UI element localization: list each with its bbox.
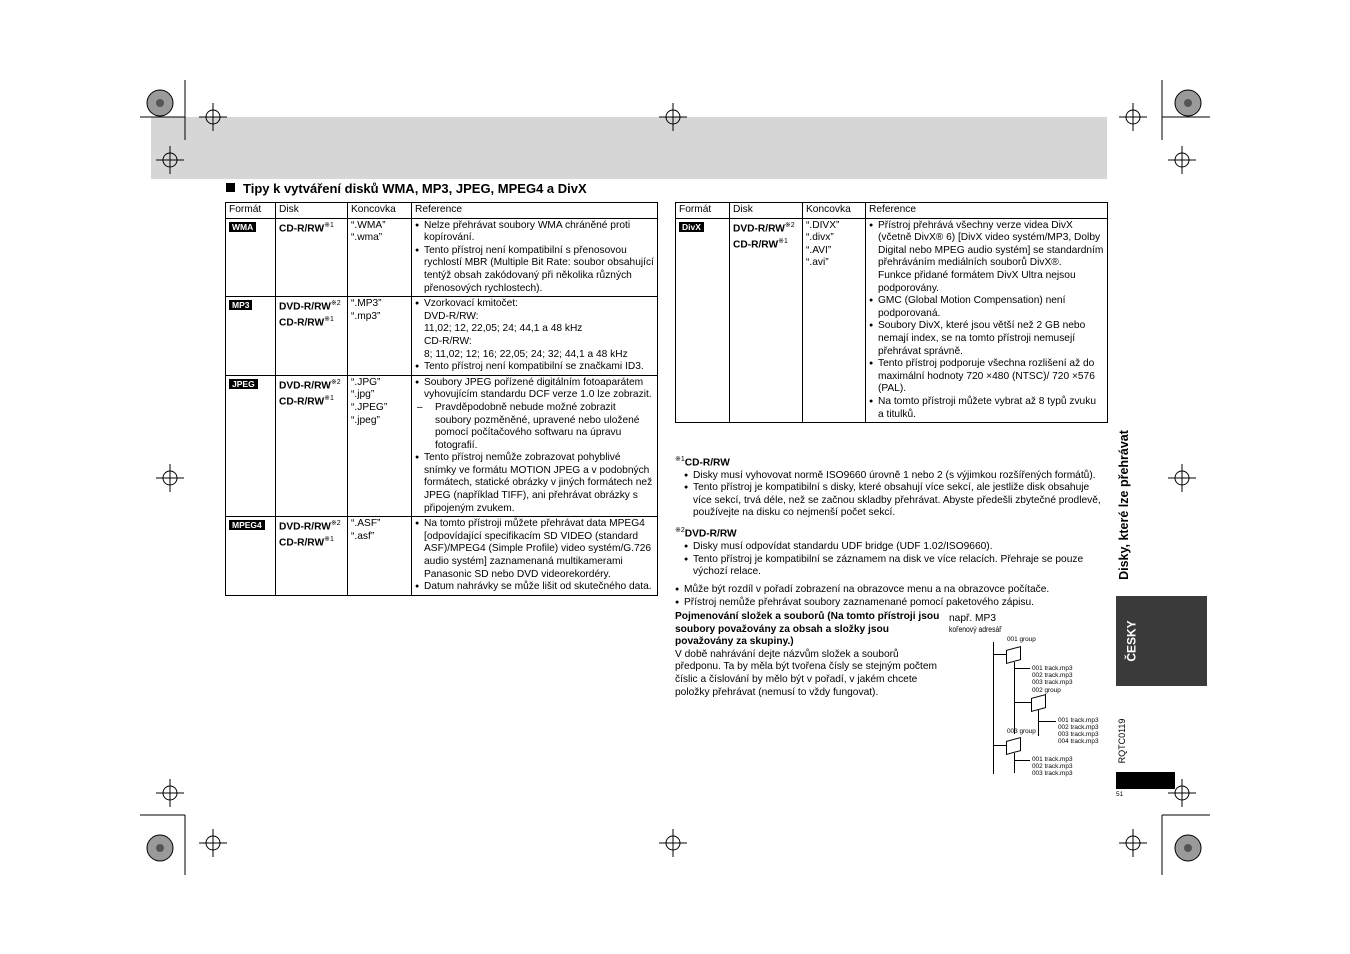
table-row-mpeg4 <box>226 517 658 596</box>
table-row-wma <box>226 218 658 297</box>
reference-item: ● Tento přístroj není kompatibilní se značkami ID3. <box>415 361 654 374</box>
footnote-item: ● Tento přístroj je kompatibilní s disky, které obsahují více sekcí, ale jestliže disk obsahuje více sekcí, trvá déle, než se začnou skladby přehrávat. Abyste předešli zbytečné prodlevě, používejte na disku co nejmenší počet sekcí. <box>684 482 1105 519</box>
extension: “.WMA” <box>351 219 386 231</box>
starburst-icon <box>147 835 173 861</box>
side-section-title <box>1112 415 1136 595</box>
tree-group: 003 group <box>1007 728 1036 735</box>
square-bullet-icon <box>226 183 235 192</box>
reference-item: ● Soubory JPEG pořízené digitálním fotoaparátem vyhovujícím standardu DCF verze 1.0 lze zobrazit. <box>415 377 654 402</box>
formats-table-right <box>675 202 1108 423</box>
footnote-title-text: DVD-R/RW <box>684 528 737 540</box>
document-code <box>1112 712 1132 770</box>
footnote-mark: ※1 <box>324 221 334 229</box>
footnote-mark: ※1 <box>675 456 685 463</box>
tree-file: 003 track.mp3 <box>1032 770 1073 777</box>
footnote-mark: ※1 <box>324 316 334 324</box>
reference-item: ● Vzorkovací kmitočet: <box>415 298 654 311</box>
footnote-item: ● Tento přístroj je kompatibilní se záznamem na disk ve více relacích. Přehraje se pouze výchozí relace. <box>684 554 1105 579</box>
naming-body: V době nahrávání dejte názvům složek a souborů předponu. Ta by měla být tvořena čísly se stejným počtem číslic a číslování by mělo být v pořadí, v jakém chcete položky přehrávat (nemusí to vždy fungovat). <box>675 648 937 698</box>
footnote-mark: ※1 <box>778 237 788 245</box>
disk-type: DVD-R/RW <box>279 380 331 392</box>
extension: “.divx” <box>806 232 834 244</box>
formats-table-left <box>225 202 658 596</box>
footnote-mark: ※2 <box>330 520 341 528</box>
reference-item: ● GMC (Global Motion Compensation) není podporovaná. <box>869 295 1104 320</box>
footnote-mark: ※2 <box>784 221 795 229</box>
format-badge-mpeg4: MPEG4 <box>229 520 265 530</box>
reference-item: ● Tento přístroj nemůže zobrazovat pohyblivé snímky ve formátu MOTION JPEG a v podobných formátech, statické obrázky v jiných formátech než JPEG (například TIFF), ani přehrávat obrázky s připojeným zvukem. <box>415 452 654 515</box>
extension: “.JPG” <box>351 376 381 388</box>
tree-file: 001 track.mp3 <box>1032 756 1073 763</box>
language-tab-text: ČESKY <box>1124 620 1139 662</box>
header-band <box>151 117 1107 179</box>
disk-type: DVD-R/RW <box>733 222 785 234</box>
tree-line <box>993 745 1006 746</box>
extension: “.JPEG” <box>351 401 388 413</box>
format-badge-divx: DivX <box>679 222 704 232</box>
disk-type: DVD-R/RW <box>279 301 331 313</box>
crosshair-icon <box>156 779 184 807</box>
reference-item: ● Soubory DivX, které jsou větší než 2 GB nebo nemají index, se na tomto přístroji nemusejí přehrávat správně. <box>869 320 1104 358</box>
example-title: např. MP3 <box>949 613 996 624</box>
disk-type: CD-R/RW <box>733 238 779 250</box>
extension: “.DIVX” <box>806 219 840 231</box>
extension: “.wma” <box>351 232 383 244</box>
tree-line <box>1038 710 1039 736</box>
disk-type: DVD-R/RW <box>279 521 331 533</box>
reference-item: ● Datum nahrávky se může lišit od skutečného data. <box>415 581 654 594</box>
footnote-2-title <box>675 525 1105 541</box>
table-row-jpeg <box>226 375 658 517</box>
footnote-mark: ※1 <box>324 394 334 402</box>
page-heading <box>226 181 587 196</box>
extension: “.mp3” <box>351 310 381 322</box>
general-note: ● Může být rozdíl v pořadí zobrazení na obrazovce menu a na obrazovce počítače. <box>675 584 1105 596</box>
tree-file: 001 track.mp3 <box>1058 717 1099 724</box>
extension: “.jpeg” <box>351 414 380 426</box>
reference-subitem: – Pravděpodobně nebude možné zobrazit soubory pozměněné, upravené nebo uložené pomocí počítačového softwaru na úpravu fotografií. <box>415 402 654 452</box>
crosshair-icon <box>199 829 227 857</box>
tree-group: 002 group <box>1032 687 1061 694</box>
table-row-divx <box>676 218 1108 423</box>
reference-line: 8; 11,02; 12; 16; 22,05; 24; 32; 44,1 a 48 kHz <box>424 348 628 360</box>
crosshair-icon <box>1119 103 1147 131</box>
header-ext: Koncovka <box>348 203 412 219</box>
tree-file: 001 track.mp3 <box>1032 665 1073 672</box>
language-tab <box>1116 596 1207 686</box>
footnote-1-title <box>675 454 1105 470</box>
tree-line <box>1038 721 1056 722</box>
folder-tree <box>990 632 1110 782</box>
reference-item: ● Nelze přehrávat soubory WMA chráněné proti kopírování. <box>415 220 654 245</box>
reference-line: DVD-R/RW: <box>424 310 479 322</box>
page-marker-bar <box>1116 772 1175 789</box>
reference-item: ● Tento přístroj není kompatibilní s přenosovou rychlostí MBR (Multiple Bit Rate: soubor obsahující tentýž obsah zakódovaný při několika různých přenosových rychlostech). <box>415 245 654 295</box>
reference-item: ● Na tomto přístroji můžete přehrávat data MPEG4 [odpovídající specifikacím SD VIDEO (standard ASF)/MPEG4 (Simple Profile) video systém/G.726 audio systém] zaznamenaná multikamerami Panasonic SD nebo DVD videorekordéry. <box>415 518 654 581</box>
starburst-icon <box>147 90 173 116</box>
footnotes <box>675 448 1105 609</box>
footnote-title-text: CD-R/RW <box>684 457 730 469</box>
crosshair-icon <box>1168 464 1196 492</box>
reference-line: CD-R/RW: <box>424 335 472 347</box>
tree-file: 003 track.mp3 <box>1058 731 1099 738</box>
header-ref: Reference <box>866 203 1108 219</box>
extension: “.MP3” <box>351 298 382 310</box>
tree-file: 002 track.mp3 <box>1032 763 1073 770</box>
starburst-icon <box>1175 835 1201 861</box>
header-disk: Disk <box>730 203 803 219</box>
tree-line <box>993 642 994 774</box>
side-title-text: Disky, které lze přehrávat <box>1117 430 1131 580</box>
table-header-row <box>226 203 658 219</box>
naming-section <box>675 611 940 699</box>
header-format: Formát <box>676 203 730 219</box>
header-ref: Reference <box>412 203 658 219</box>
tree-line <box>1014 662 1015 734</box>
tree-line <box>1014 753 1015 773</box>
starburst-icon <box>1175 90 1201 116</box>
tree-file: 004 track.mp3 <box>1058 738 1099 745</box>
format-badge-jpeg: JPEG <box>229 379 258 389</box>
tree-file: 002 track.mp3 <box>1058 724 1099 731</box>
footnote-mark: ※2 <box>675 527 685 535</box>
disk-type: CD-R/RW <box>279 222 325 234</box>
tree-line <box>993 654 1006 655</box>
reference-line: 11,02; 12, 22,05; 24; 44,1 a 48 kHz <box>424 323 583 335</box>
reference-item: ● Na tomto přístroji můžete vybrat až 8 typů zvuku a titulků. <box>869 396 1104 421</box>
tree-group: 001 group <box>1007 636 1036 643</box>
root-directory-label: kořenový adresář <box>949 625 1002 634</box>
naming-title: Pojmenování složek a souborů (Na tomto přístroji jsou soubory považovány za obsah a složky jsou považovány za skupiny.) <box>675 611 940 648</box>
tree-line <box>1014 702 1031 703</box>
footnote-mark: ※2 <box>330 300 341 308</box>
table-row-mp3 <box>226 297 658 376</box>
table-header-row <box>676 203 1108 219</box>
footnote-mark: ※2 <box>330 378 341 386</box>
footnote-item: ● Disky musí vyhovovat normě ISO9660 úrovně 1 nebo 2 (s výjimkou rozšířených formátů). <box>684 470 1105 482</box>
extension: “.asf” <box>351 530 375 542</box>
format-badge-wma: WMA <box>229 222 256 232</box>
reference-line: Funkce přidané formátem DivX Ultra nejsou podporovány. <box>878 269 1076 294</box>
extension: “.avi” <box>806 257 829 269</box>
tree-file: 003 track.mp3 <box>1032 679 1073 686</box>
header-format: Formát <box>226 203 276 219</box>
crosshair-icon <box>156 464 184 492</box>
footnote-item: ● Disky musí odpovídat standardu UDF bridge (UDF 1.02/ISO9660). <box>684 541 1105 553</box>
reference-item: ● Přístroj přehrává všechny verze videa DivX (včetně DivX® 6) [DivX video systém/MP3, Dolby Digital nebo MPEG audio systém] se standardním přehráváním mediálních souborů DivX®. <box>869 220 1104 270</box>
crosshair-icon <box>1168 146 1196 174</box>
format-badge-mp3: MP3 <box>229 300 252 310</box>
tree-file: 002 track.mp3 <box>1032 672 1073 679</box>
disk-type: CD-R/RW <box>279 317 325 329</box>
footnote-mark: ※1 <box>324 536 334 544</box>
crosshair-icon <box>659 829 687 857</box>
header-disk: Disk <box>276 203 348 219</box>
extension: “.jpg” <box>351 389 375 401</box>
page-number: 51 <box>1116 791 1124 798</box>
tree-line <box>1014 668 1030 669</box>
general-note: ● Přístroj nemůže přehrávat soubory zaznamenané pomocí paketového zápisu. <box>675 597 1105 609</box>
disk-type: CD-R/RW <box>279 537 325 549</box>
crosshair-icon <box>1119 829 1147 857</box>
header-ext: Koncovka <box>803 203 866 219</box>
document-code-text: RQTC0119 <box>1117 718 1127 764</box>
disk-type: CD-R/RW <box>279 396 325 408</box>
extension: “.AVI” <box>806 244 832 256</box>
tree-line <box>1014 760 1030 761</box>
extension: “.ASF” <box>351 518 381 530</box>
page-heading-text: Tipy k vytváření disků WMA, MP3, JPEG, MPEG4 a DivX <box>243 181 587 196</box>
reference-item: ● Tento přístroj podporuje všechna rozlišení až do maximální hodnoty 720 ×480 (NTSC)/ 720 ×576 (PAL). <box>869 358 1104 396</box>
